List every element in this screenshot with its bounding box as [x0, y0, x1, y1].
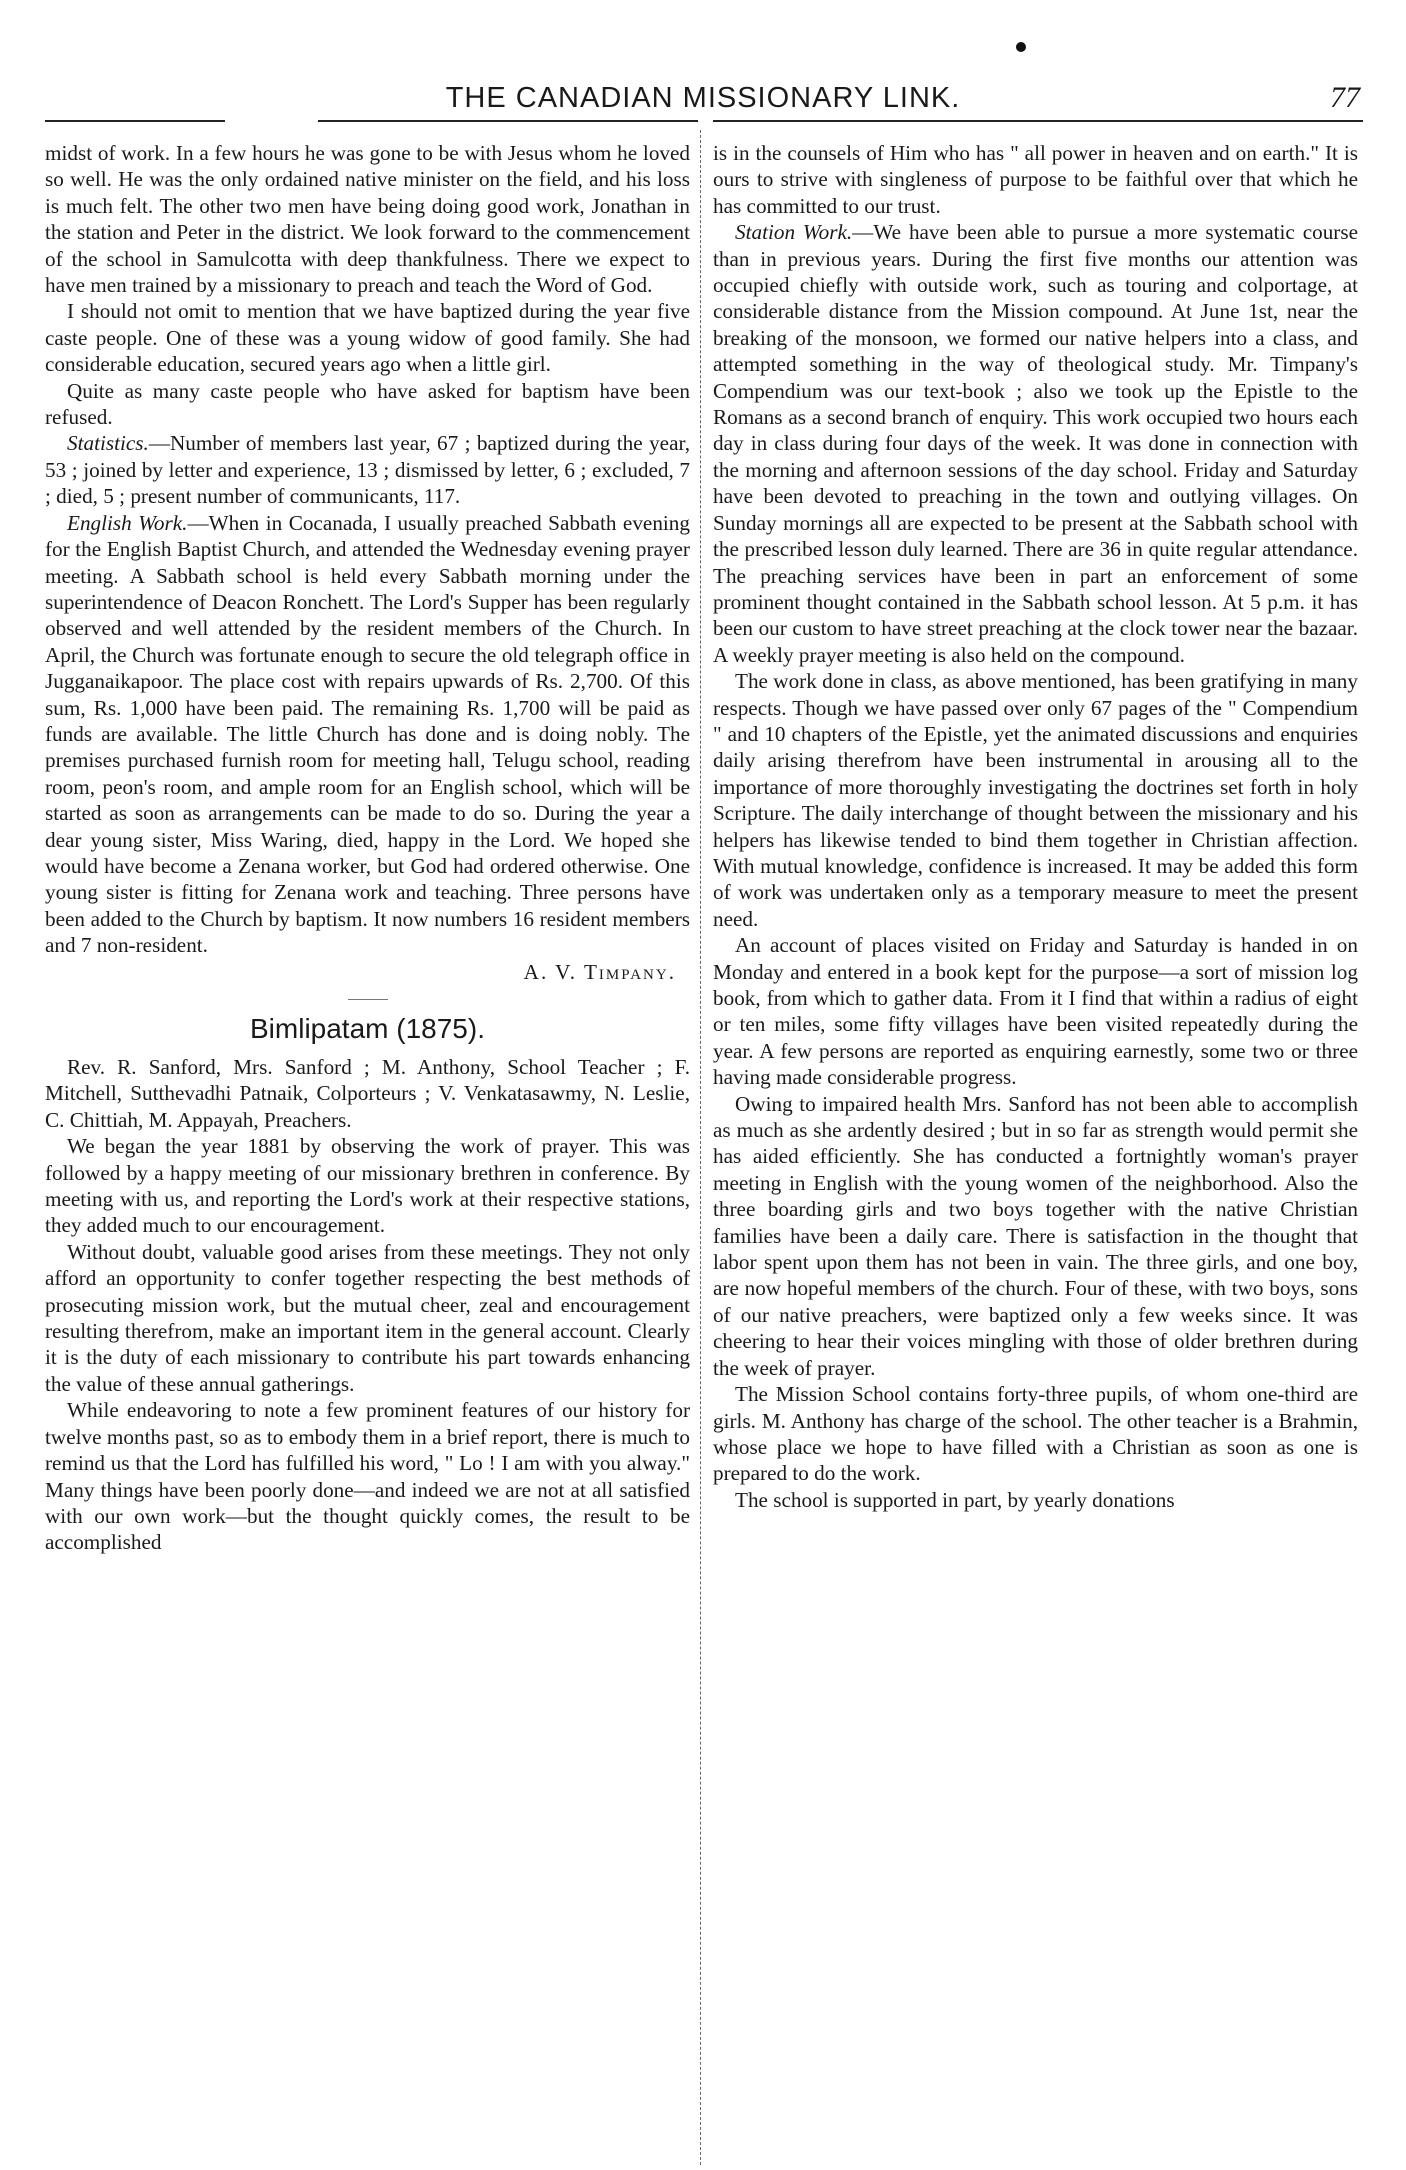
header-rule-left	[45, 120, 225, 122]
signature: A. V. Timpany.	[523, 959, 676, 984]
header-rule-mid	[318, 120, 698, 122]
section-separator	[348, 999, 388, 1000]
ink-speck	[1016, 42, 1026, 52]
paragraph: Without doubt, valuable good arises from these meetings. They not only afford an opportunity to confer together respecting the best methods of prosecuting mission work, but the mutual cheer, zeal and encouragement resulting therefrom, make an important item in the general account. Clearly it is the duty of each missionary to contribute his part towards enhancing the value of these annual gatherings.	[45, 1239, 690, 1396]
running-title: THE CANADIAN MISSIONARY LINK.	[445, 82, 961, 114]
right-column	[713, 140, 1358, 1513]
english-work-text: —When in Cocanada, I usually preached Sabbath evening for the English Baptist Church, and attended the Wednesday evening prayer meeting. A Sabbath school is held every Sabbath morning under the superintendence of Deacon Ronchett. The Lord's Supper has been regularly observed and well attended by the resident members of the Church. In April, the Church was fortunate enough to secure the old telegraph office in Jugganaikapoor. The place cost with repairs upwards of Rs. 2,700. Of this sum, Rs. 1,000 have been paid. The remaining Rs. 1,700 will be paid as funds are available. The little Church has done and is doing nobly. The premises purchased furnish room for meeting hall, Telugu school, reading room, peon's room, and ample room for an English school, which will be started as soon as arrangements can be made to do so. During the year a dear young sister, Miss Waring, died, happy in the Lord. We hoped she would have become a Zenana worker, but God had ordered otherwise. One young sister is fitting for Zenana work and teaching. Three persons have been added to the Church by baptism. It now numbers 16 resident members and 7 non-resident.	[45, 510, 690, 958]
paragraph: Quite as many caste people who have asked for baptism have been refused.	[45, 378, 690, 430]
paragraph: The work done in class, as above mentioned, has been gratifying in many respects. Though we have passed over only 67 pages of the " Compendium " and 10 chapters of the Epistle, yet the animated discussions and enquiries daily arising therefrom have been instrumental in arousing all to the importance of more thoroughly investigating the doctrines set forth in holy Scripture. The daily interchange of thought between the missionary and his helpers has likewise tended to bind them together in Christian affection. With mutual knowledge, confidence is increased. It may be added this form of work was undertaken only as a temporary measure to meet the present need.	[713, 669, 1358, 931]
left-column	[45, 140, 690, 1556]
station-work-text: —We have been able to pursue a more systematic course than in previous years. During the first five months our attention was occupied chiefly with outside work, such as touring and colportage, at considerable distance from the Mission compound. At June 1st, near the breaking of the monsoon, we formed our native helpers into a class, and attempted something in the way of theological study. Mr. Timpany's Compendium was our text-book ; also we took up the Epistle to the Romans as a second branch of enquiry. This work occupied two hours each day in class during four days of the week. It was done in connection with the morning and afternoon sessions of the day school. Friday and Saturday have been devoted to preaching in the town and outlying villages. On Sunday mornings all are expected to be present at the Sabbath school with the prescribed lesson duly learned. There are 36 in quite regular attendance. The preaching services have been in part an enforcement of some prominent thought contained in the Sabbath school lesson. At 5 p.m. it has been our custom to have street preaching at the clock tower near the bazaar. A weekly prayer meeting is also held on the compound.	[713, 220, 1358, 667]
statistics-paragraph	[45, 430, 690, 509]
english-work-paragraph	[45, 510, 690, 959]
paragraph: The school is supported in part, by yearly donations	[735, 1487, 1175, 1512]
page-number: 77	[1330, 81, 1360, 114]
statistics-heading: Statistics.	[67, 431, 149, 456]
statistics-text: —Number of members last year, 67 ; baptized during the year, 53 ; joined by letter and experience, 13 ; dismissed by letter, 6 ; excluded, 7 ; died, 5 ; present number of communicants, 117.	[45, 431, 690, 509]
column-divider	[700, 130, 701, 2165]
paragraph: The Mission School contains forty-three pupils, of whom one-third are girls. M. Anthony has charge of the school. The other teacher is a Brahmin, whose place we hope to have filled with a Christian as soon as one is prepared to do the work.	[713, 1382, 1358, 1486]
page-header	[40, 80, 1366, 116]
paragraph: is in the counsels of Him who has " all power in heaven and on earth." It is ours to strive with singleness of purpose to be faithful over that which he has committed to our trust.	[713, 141, 1358, 218]
paragraph: I should not omit to mention that we have baptized during the year five caste people. One of these was a young widow of good family. She had considerable education, secured years ago when a little girl.	[45, 299, 690, 377]
paragraph: While endeavoring to note a few prominent features of our history for twelve months past, so as to embody them in a brief report, there is much to remind us that the Lord has fulfilled his word, " Lo ! I am with you alway." Many things have been poorly done—and indeed we are not at all satisfied with our own work—but the thought quickly comes, the result to be accomplished	[45, 1398, 690, 1555]
paragraph: An account of places visited on Friday and Saturday is handed in on Monday and entered in a book kept for the purpose—a sort of mission log book, from which to gather data. From it I find that within a radius of eight or ten miles, some fifty villages have been visited repeatedly during the year. A few persons are reported as enquiring earnestly, some two or three having made considerable progress.	[713, 933, 1358, 1090]
station-work-paragraph	[713, 219, 1358, 668]
paragraph: Owing to impaired health Mrs. Sanford has not been able to accomplish as much as she ardently desired ; but in so far as strength would permit she has aided efficiently. She has conducted a fortnightly woman's prayer meeting in English with the young women of the neighborhood. Also the three boarding girls and two boys together with the native Christian families have been a daily care. There is satisfaction in the thought that labor spent upon them has not been in vain. The three girls, and one boy, are now hopeful members of the church. Four of these, with two boys, sons of our native preachers, were baptized only a few weeks since. It was cheering to hear their voices mingling with those of older brethren during the week of prayer.	[713, 1091, 1358, 1380]
header-rule-right	[713, 120, 1363, 122]
staff-list: Rev. R. Sanford, Mrs. Sanford ; M. Anthony, School Teacher ; F. Mitchell, Sutthevadhi Patnaik, Colporteurs ; V. Venkatasawmy, N. Leslie, C. Chittiah, M. Appayah, Preachers.	[45, 1055, 690, 1132]
paragraph: We began the year 1881 by observing the work of prayer. This was followed by a happy meeting of our missionary brethren in conference. By meeting with us, and reporting the Lord's work at their respective stations, they added much to our encouragement.	[45, 1134, 690, 1238]
english-work-heading: English Work.	[67, 510, 188, 535]
paragraph: midst of work. In a few hours he was gone to be with Jesus whom he loved so well. He was the only ordained native minister on the field, and his loss is much felt. The other two men have being doing good work, Jonathan in the station and Peter in the district. We look forward to the commencement of the school in Samulcotta with deep thankfulness. There we expect to have men trained by a missionary to preach and teach the Word of God.	[45, 141, 690, 298]
section-heading: Bimlipatam (1875).	[250, 1013, 485, 1044]
station-work-heading: Station Work.	[735, 220, 853, 245]
